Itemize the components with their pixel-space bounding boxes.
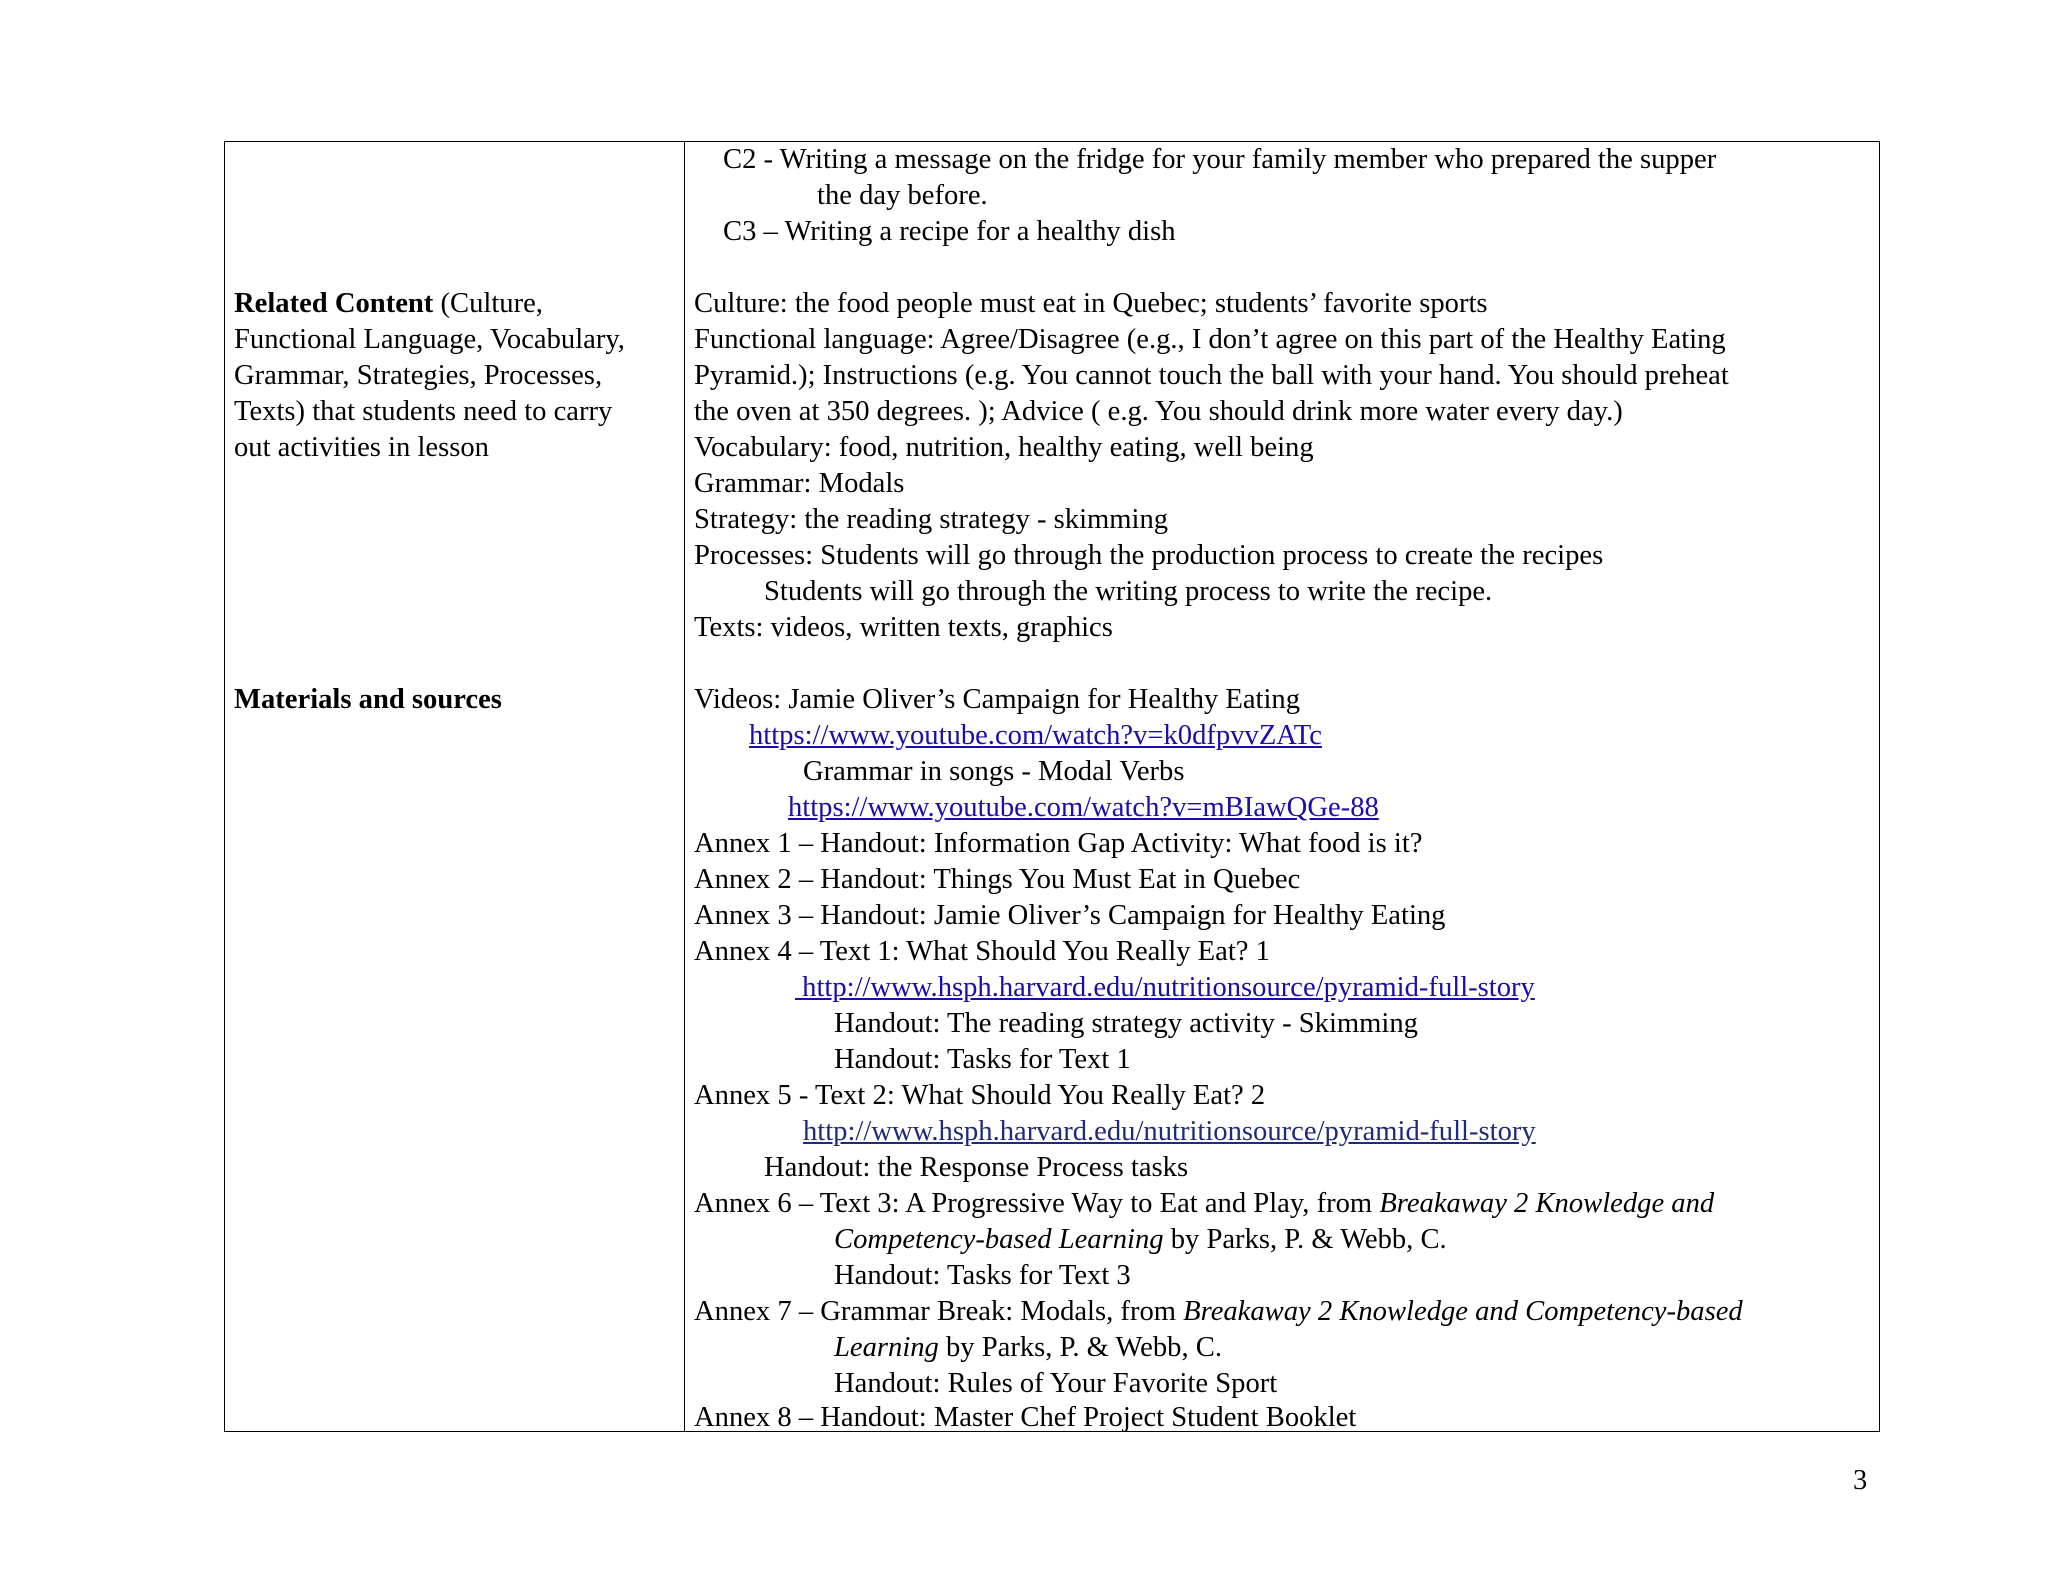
harvard-link-2[interactable]: http://www.hsph.harvard.edu/nutritionsource/pyramid-full-story (803, 1116, 1536, 1147)
column-divider (684, 142, 685, 1431)
harvard-link-1[interactable]: http://www.hsph.harvard.edu/nutritionsource/pyramid-full-story (795, 972, 1535, 1003)
annex-7-book-title: Breakaway 2 Knowledge and Competency-based (1183, 1296, 1743, 1327)
annex-4: Annex 4 – Text 1: What Should You Really Eat? 1 (694, 936, 1270, 967)
related-content-line3: Grammar, Strategies, Processes, (234, 360, 603, 391)
annex-4-handout-skimming: Handout: The reading strategy activity - Skimming (834, 1008, 1418, 1039)
annex-3: Annex 3 – Handout: Jamie Oliver’s Campaign for Healthy Eating (694, 900, 1446, 931)
annex-7-authors: by Parks, P. & Webb, C. (938, 1332, 1222, 1363)
c2-line1: C2 - Writing a message on the fridge for your family member who prepared the supper (723, 144, 1717, 175)
content-culture: Culture: the food people must eat in Quebec; students’ favorite sports (694, 288, 1488, 319)
content-strategy: Strategy: the reading strategy - skimming (694, 504, 1169, 535)
video-link-jamie-oliver[interactable]: https://www.youtube.com/watch?v=k0dfpvvZATc (749, 720, 1322, 751)
content-instructions: Pyramid.); Instructions (e.g. You cannot touch the ball with your hand. You should preheat (694, 360, 1729, 391)
annex-6-authors: by Parks, P. & Webb, C. (1163, 1224, 1447, 1255)
annex-7-book-title-cont: Learning (834, 1332, 939, 1363)
c2-line2: the day before. (817, 180, 988, 211)
annex-7-handout: Handout: Rules of Your Favorite Sport (834, 1368, 1278, 1399)
materials-heading: Materials and sources (234, 684, 502, 715)
annex-1: Annex 1 – Handout: Information Gap Activity: What food is it? (694, 828, 1423, 859)
c3-line: C3 – Writing a recipe for a healthy dish (723, 216, 1176, 247)
annex-8: Annex 8 – Handout: Master Chef Project Student Booklet (694, 1402, 1357, 1433)
annex-7-continued (834, 1330, 1222, 1366)
content-vocabulary: Vocabulary: food, nutrition, healthy eating, well being (694, 432, 1314, 463)
annex-2: Annex 2 – Handout: Things You Must Eat in Quebec (694, 864, 1301, 895)
content-grammar: Grammar: Modals (694, 468, 905, 499)
content-functional-language: Functional language: Agree/Disagree (e.g., I don’t agree on this part of the Healthy Eating (694, 324, 1726, 355)
related-content-line1-rest: (Culture, (433, 288, 543, 319)
related-content-line5: out activities in lesson (234, 432, 489, 463)
materials-videos: Videos: Jamie Oliver’s Campaign for Healthy Eating (694, 684, 1301, 715)
content-processes: Processes: Students will go through the production process to create the recipes (694, 540, 1604, 571)
related-content-line4: Texts) that students need to carry (234, 396, 613, 427)
page-number: 3 (1853, 1465, 1868, 1496)
annex-6-title: Annex 6 – Text 3: A Progressive Way to Eat and Play, from (694, 1188, 1380, 1219)
annex-4-handout-tasks: Handout: Tasks for Text 1 (834, 1044, 1131, 1075)
annex-7 (694, 1294, 1743, 1330)
annex-6 (694, 1186, 1714, 1222)
content-texts: Texts: videos, written texts, graphics (694, 612, 1113, 643)
content-processes-writing: Students will go through the writing process to write the recipe. (764, 576, 1493, 607)
annex-6-handout: Handout: Tasks for Text 3 (834, 1260, 1131, 1291)
video-link-modal-verbs[interactable]: https://www.youtube.com/watch?v=mBIawQGe-88 (788, 792, 1379, 823)
content-advice: the oven at 350 degrees. ); Advice ( e.g. You should drink more water every day.) (694, 396, 1623, 427)
annex-6-book-title-cont: Competency-based Learning (834, 1224, 1164, 1255)
related-content-line2: Functional Language, Vocabulary, (234, 324, 625, 355)
annex-7-title: Annex 7 – Grammar Break: Modals, from (694, 1296, 1184, 1327)
related-content-label (234, 286, 543, 322)
related-content-heading: Related Content (234, 288, 434, 319)
annex-5-handout: Handout: the Response Process tasks (764, 1152, 1189, 1183)
annex-5: Annex 5 - Text 2: What Should You Really Eat? 2 (694, 1080, 1266, 1111)
annex-6-book-title: Breakaway 2 Knowledge and (1379, 1188, 1715, 1219)
annex-6-continued (834, 1222, 1447, 1258)
materials-grammar-songs: Grammar in songs - Modal Verbs (803, 756, 1185, 787)
